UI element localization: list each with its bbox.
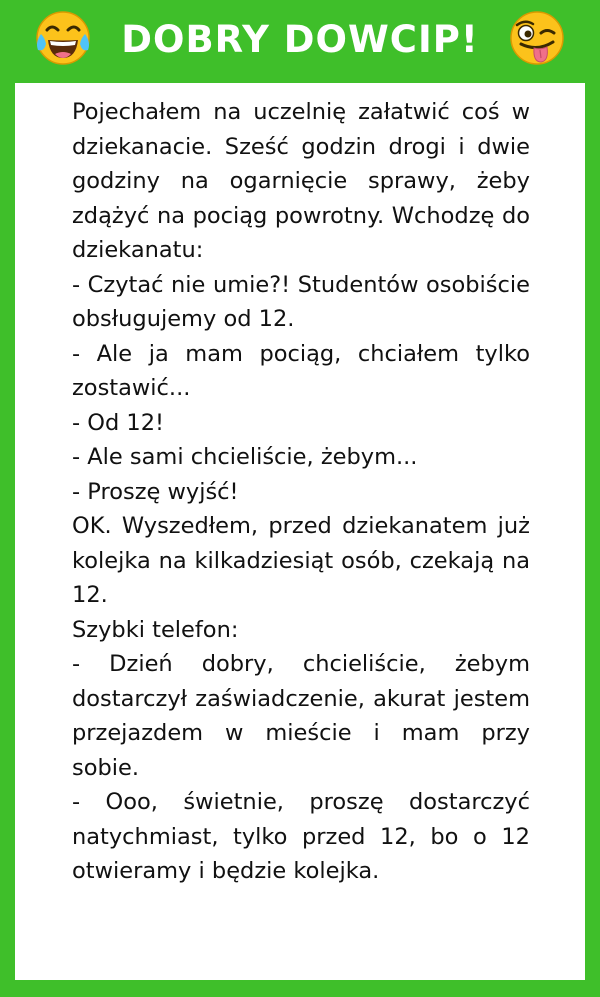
page-title: DOBRY DOWCIP! xyxy=(121,18,479,61)
paragraph: Szybki telefon: xyxy=(72,616,239,643)
paragraph: - Ooo, świetnie, proszę dostarczyć natychmiast, tylko przed 12, bo o 12 otwieramy i będzie kolejka. xyxy=(72,789,530,884)
header-banner xyxy=(0,0,600,83)
paragraph: - Dzień dobry, chcieliście, żebym dostarczył zaświadczenie, akurat jestem przejazdem w mieście i mam przy sobie. xyxy=(72,651,530,781)
paragraph: - Od 12! xyxy=(72,409,165,436)
winking-tongue-out-icon xyxy=(507,8,567,68)
paragraph: Pojechałem na uczelnię załatwić coś w dziekanacie. Sześć godzin drogi i dwie godziny na ogarnięcie sprawy, żeby zdążyć na pociąg powrotny. Wchodzę do dziekanatu: xyxy=(72,99,530,263)
paragraph: - Proszę wyjść! xyxy=(72,478,239,505)
paragraph: - Ale ja mam pociąg, chciałem tylko zostawić... xyxy=(72,340,530,401)
paragraph: - Ale sami chcieliście, żebym... xyxy=(72,444,418,470)
paragraph: OK. Wyszedłem, przed dziekanatem już kolejka na kilkadziesiąt osób, czekają na 12. xyxy=(72,513,530,608)
joke-panel xyxy=(15,83,585,980)
joke-text xyxy=(72,95,530,889)
paragraph: - Czytać nie umie?! Studentów osobiście obsługujemy od 12. xyxy=(72,271,530,332)
